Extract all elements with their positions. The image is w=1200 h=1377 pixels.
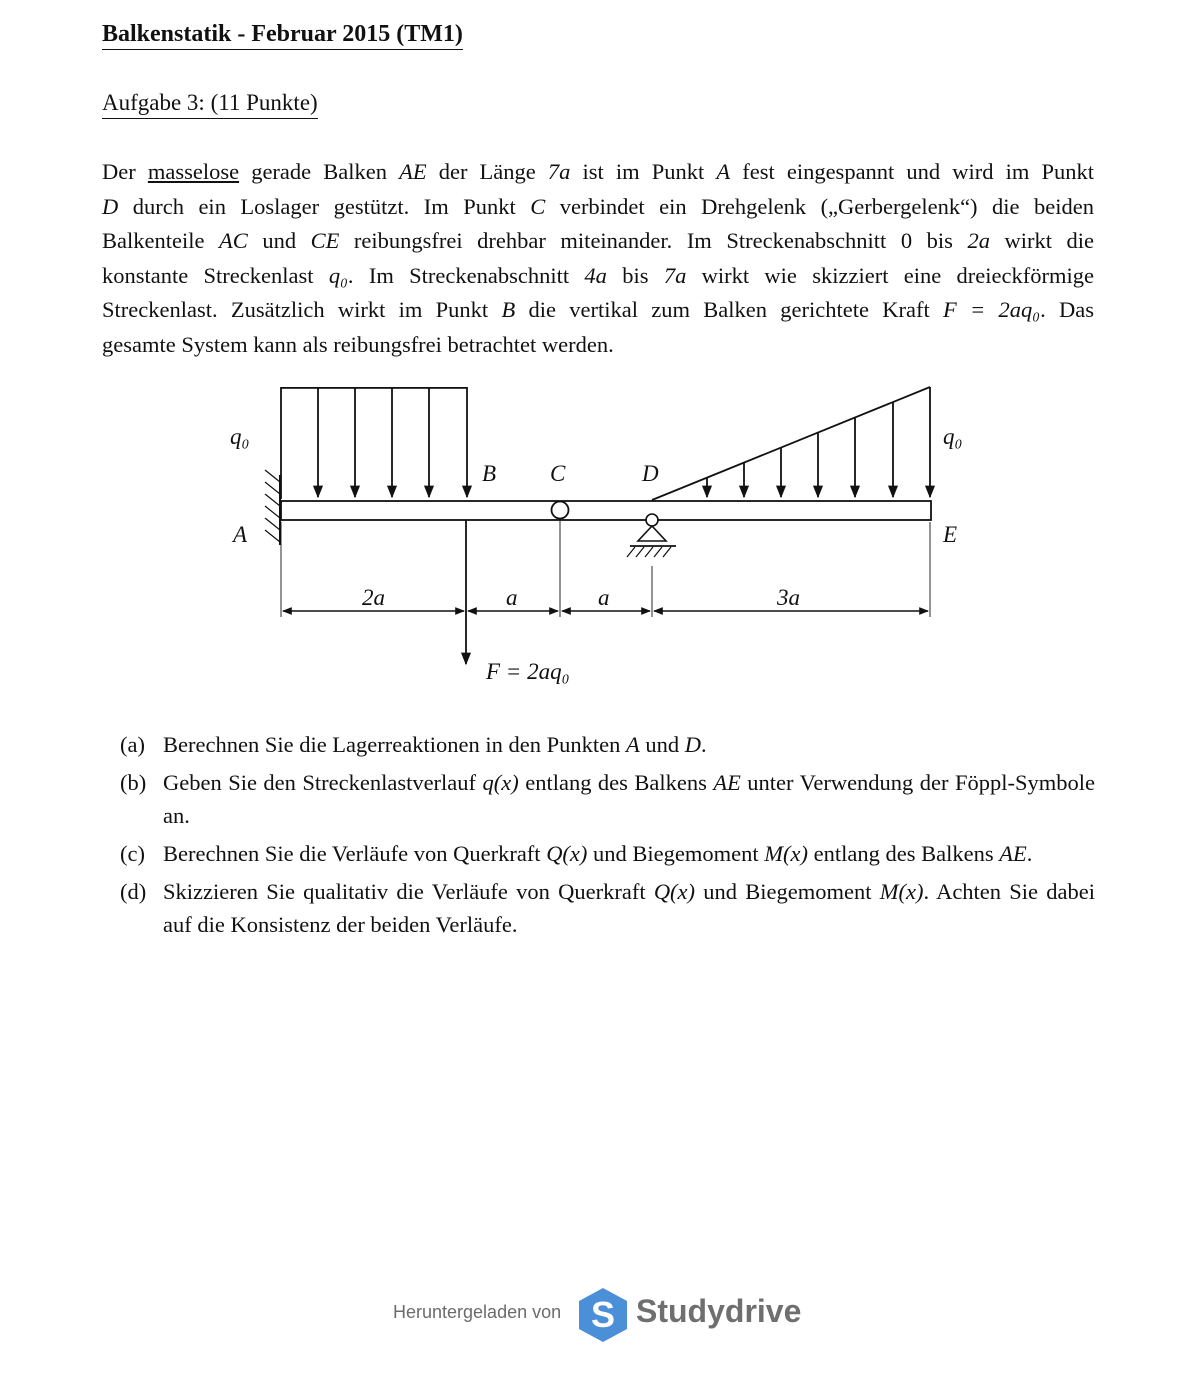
dimension-2a-label: 2a <box>362 585 385 610</box>
statement-line: D durch ein Loslager gestützt. Im Punkt C verbindet ein Drehgelenk („Gerbergelenk“) die beiden <box>102 193 1094 219</box>
dimension-a-label: a <box>598 585 610 610</box>
hinge-C <box>552 502 569 519</box>
statement-line: Balkenteile AC und CE reibungsfrei drehbar miteinander. Im Streckenabschnitt 0 bis 2a wirkt die <box>102 228 1095 253</box>
statement-line: Streckenlast. Zusätzlich wirkt im Punkt B die vertikal zum Balken gerichtete Kraft F = 2aq₀. Das <box>102 297 1094 322</box>
problem-statement <box>102 155 1094 362</box>
force-F-label: F = 2aq₀ <box>486 659 570 684</box>
task-heading: Aufgabe 3: (11 Punkte) <box>102 89 318 119</box>
statement-line: gesamte System kann als reibungsfrei betrachtet werden. <box>102 331 614 357</box>
task-item-b: (b) Geben Sie den Streckenlastverlauf q(x) entlang des Balkens AE unter Verwendung der Föppl-Symbole an. <box>120 770 1095 828</box>
point-C-label: C <box>550 461 566 486</box>
svg-text:S: S <box>590 1294 616 1335</box>
downloaded-from-text: Heruntergeladen von <box>393 1302 562 1322</box>
point-D-label: D <box>642 461 659 486</box>
statement-line: konstante Streckenlast q₀. Im Streckenabschnitt 4a bis 7a wirkt wie skizziert eine dreieckförmige <box>102 262 1094 288</box>
studydrive-brand[interactable]: Studydrive <box>636 1293 802 1329</box>
beam-diagram <box>210 370 990 700</box>
q0-left-label: q₀ <box>230 424 250 449</box>
fixed-support-A <box>265 470 280 545</box>
q0-right-label: q₀ <box>943 424 963 449</box>
point-E-label: E <box>943 522 958 547</box>
point-B-label: B <box>482 461 497 486</box>
task-list <box>120 728 1095 946</box>
statement-line: Der masselose gerade Balken AE der Länge 7a ist im Punkt A fest eingespannt und wird im Punkt <box>102 159 1095 184</box>
task-item-c: (c) Berechnen Sie die Verläufe von Querkraft Q(x) und Biegemoment M(x) entlang des Balkens AE. <box>120 841 1033 866</box>
task-item-a: (a) Berechnen Sie die Lagerreaktionen in den Punkten A und D. <box>120 732 707 757</box>
dimension-3a-label: 3a <box>777 585 800 610</box>
dimension-a-label: a <box>506 585 518 610</box>
page-title: Balkenstatik - Februar 2015 (TM1) <box>102 20 463 50</box>
beam-AE <box>281 501 931 520</box>
triangular-distributed-load <box>652 387 930 500</box>
point-A-label: A <box>233 522 248 547</box>
studydrive-logo-icon[interactable] <box>576 1286 630 1344</box>
download-footer <box>393 1284 813 1348</box>
constant-distributed-load <box>281 387 467 499</box>
task-item-d: (d) Skizzieren Sie qualitativ die Verläufe von Querkraft Q(x) und Biegemoment M(x). Achten Sie dabei auf die Konsistenz der beiden Verläufe. <box>120 879 1095 937</box>
